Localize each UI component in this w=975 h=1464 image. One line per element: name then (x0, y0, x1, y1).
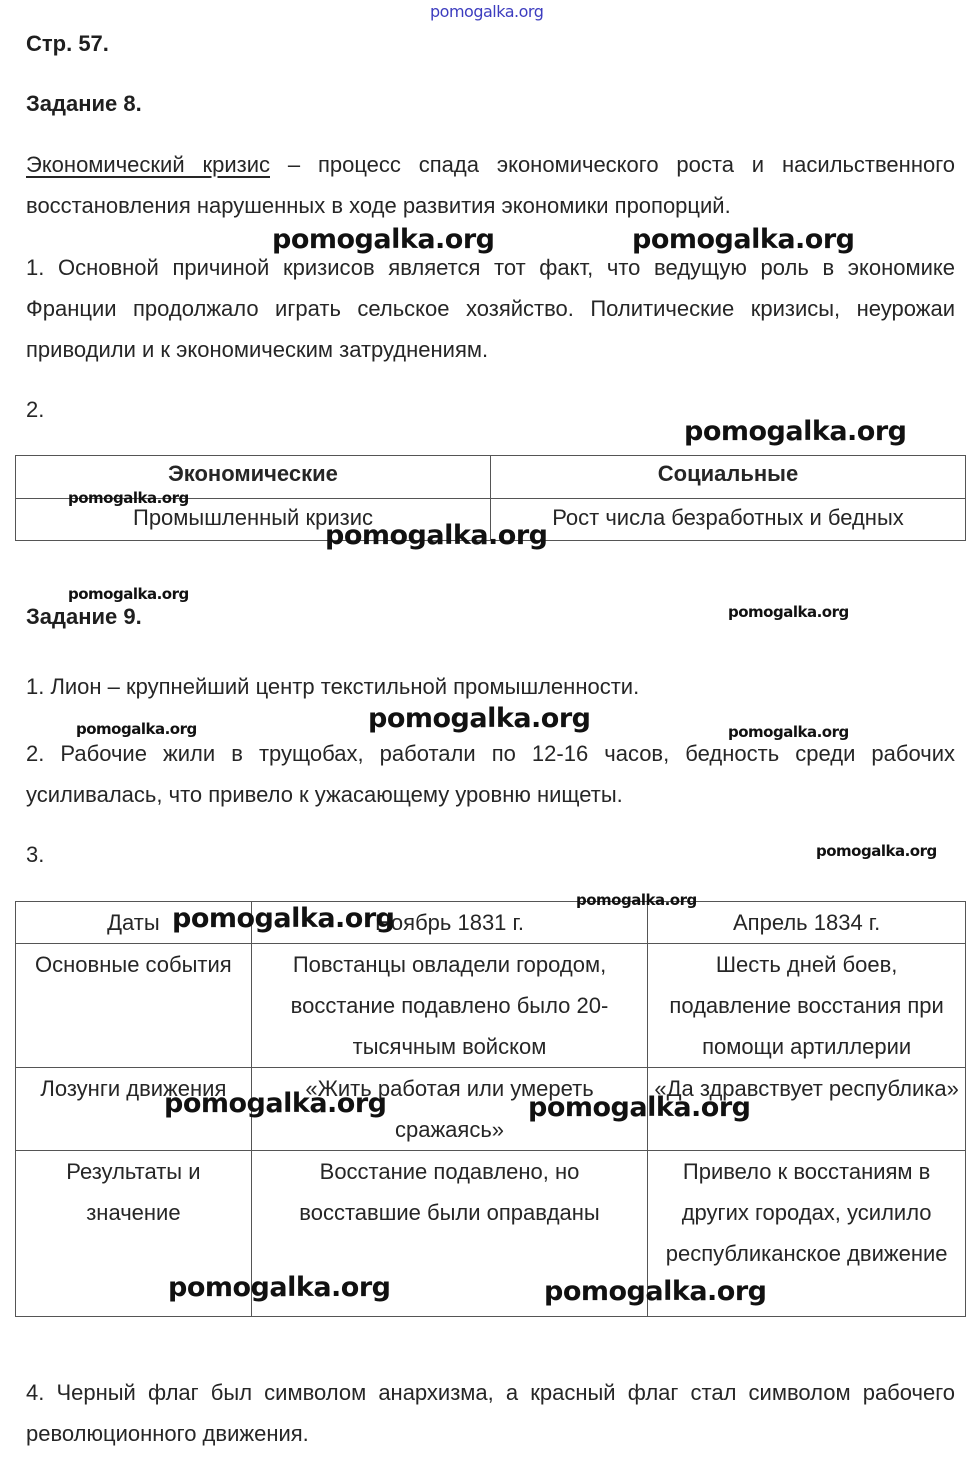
watermark: pomogalka.org (684, 416, 907, 447)
cell-economic: Промышленный кризис (16, 499, 491, 541)
watermark: pomogalka.org (325, 520, 548, 551)
definition-text: – процесс спада экономического роста и насильственного восстановления нарушенных в ходе развития экономики пропорций. (26, 152, 955, 218)
watermark: pomogalka.org (368, 703, 591, 734)
watermark: pomogalka.org (68, 489, 189, 507)
watermark: pomogalka.org (164, 1088, 387, 1119)
definition-term: Экономический кризис (26, 152, 270, 177)
cell-r0-c2: Апрель 1834 г. (648, 902, 966, 944)
table-row (16, 902, 966, 944)
task9-item1: 1. Лион – крупнейший центр текстильной промышленности. (26, 674, 640, 699)
header-economic: Экономические (16, 456, 491, 499)
watermark: pomogalka.org (168, 1272, 391, 1303)
watermark: pomogalka.org (272, 224, 495, 255)
cell-r1-c0: Основные события (16, 944, 252, 1068)
cell-r3-c2: Привело к восстаниям в других городах, усилило республиканское движение (648, 1151, 966, 1317)
header-social: Социальные (491, 456, 966, 499)
watermark: pomogalka.org (632, 224, 855, 255)
cell-r2-c2: «Да здравствует республика» (648, 1068, 966, 1151)
table-row (16, 1151, 966, 1317)
task8-title: Задание 8. (26, 91, 142, 116)
cell-r0-c1: Ноябрь 1831 г. (251, 902, 647, 944)
task9-item4: 4. Черный флаг был символом анархизма, а красный флаг стал символом рабочего революционного движения. (26, 1380, 955, 1446)
watermark: pomogalka.org (172, 903, 395, 934)
task8-item2-label: 2. (26, 397, 45, 422)
cell-r2-c0: Лозунги движения (16, 1068, 252, 1151)
watermark: pomogalka.org (544, 1276, 767, 1307)
watermark: pomogalka.org (576, 891, 697, 909)
cell-r3-c1: Восстание подавлено, но восставшие были оправданы (251, 1151, 647, 1317)
watermark: pomogalka.org (76, 720, 197, 738)
watermark: pomogalka.org (728, 723, 849, 741)
cell-r1-c1: Повстанцы овладели городом, восстание подавлено было 20-тысячным войском (251, 944, 647, 1068)
watermark: pomogalka.org (816, 842, 937, 860)
cell-r0-c0: Даты (16, 902, 252, 944)
watermark: pomogalka.org (528, 1092, 751, 1123)
cell-r3-c0: Результаты и значение (16, 1151, 252, 1317)
table-row (16, 1068, 966, 1151)
watermark: pomogalka.org (68, 585, 189, 603)
watermark: pomogalka.org (728, 603, 849, 621)
top-watermark: pomogalka.org (430, 2, 544, 21)
task8-definition (26, 144, 955, 226)
task9-table (15, 901, 966, 1317)
task9-item2: 2. Рабочие жили в трущобах, работали по 12-16 часов, бедность среди рабочих усиливалась, что привело к ужасающему уровню нищеты. (26, 741, 955, 807)
cell-r2-c1: «Жить работая или умереть сражаясь» (251, 1068, 647, 1151)
cell-r1-c2: Шесть дней боев, подавление восстания при помощи артиллерии (648, 944, 966, 1068)
task9-item3-label: 3. (26, 842, 45, 867)
task9-title: Задание 9. (26, 604, 142, 629)
table-row (16, 944, 966, 1068)
task8-item1: 1. Основной причиной кризисов является тот факт, что ведущую роль в экономике Франции продолжало играть сельское хозяйство. Политические кризисы, неурожаи приводили и к экономическим затруднениям. (26, 255, 955, 362)
cell-social: Рост числа безработных и бедных (491, 499, 966, 541)
page-number-heading: Стр. 57. (26, 31, 109, 56)
